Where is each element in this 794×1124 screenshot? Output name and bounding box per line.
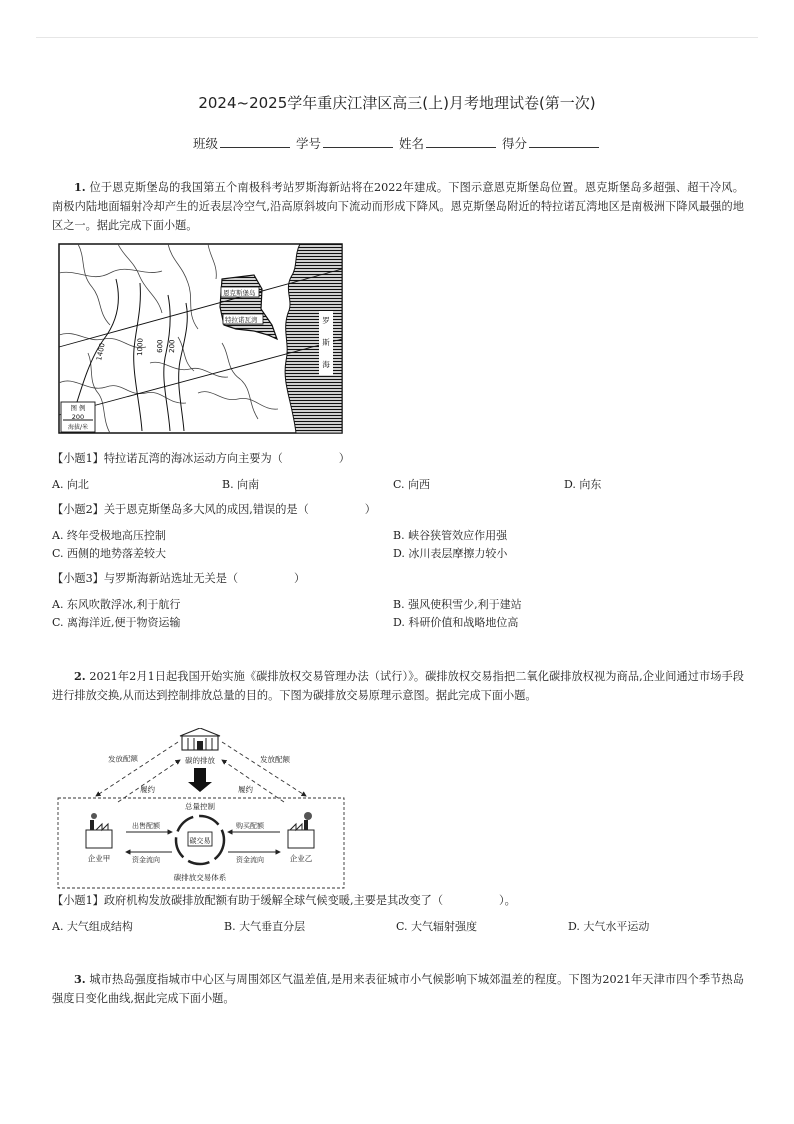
left-issue-quota-label: 发放配额: [107, 753, 139, 764]
q1-sub3-option-c[interactable]: C. 离海洋近,便于物资运输: [52, 616, 181, 629]
q2-sub1-stem: 【小题1】政府机构发放碳排放配额有助于缓解全球气候变暖,主要是其改变了（ ）。: [52, 894, 516, 907]
contour-label-200: 200: [168, 339, 177, 354]
right-perform-label: 履约: [238, 785, 253, 794]
right-issue-quota-label: 发放配额: [260, 755, 290, 764]
q1-map: [58, 243, 344, 435]
system-label: 碳排放交易体系: [173, 873, 227, 882]
q2-sub1-option-c[interactable]: C. 大气辐射强度: [396, 920, 478, 933]
company-a-label: 企业甲: [87, 854, 111, 863]
q1-sub2-option-b[interactable]: B. 峡谷狭管效应作用强: [393, 529, 508, 542]
left-perform-label: 履约: [140, 785, 155, 794]
total-control-label: 总量控制: [185, 802, 215, 811]
q1-sub2-option-d[interactable]: D. 冰川表层摩擦力较小: [393, 547, 508, 560]
q1-sub2-option-a[interactable]: A. 终年受极地高压控制: [52, 529, 166, 542]
ross-sea: [285, 244, 342, 433]
q1-sub1-option-a[interactable]: A. 向北: [52, 478, 89, 491]
exam-title: 2024~2025学年重庆江津区高三(上)月考地理试卷(第一次): [198, 94, 596, 112]
q1-stem: [52, 178, 744, 235]
field-score: 得分: [501, 136, 527, 151]
legend-unit: 海拔/米: [67, 424, 89, 431]
q2-sub1-option-d[interactable]: D. 大气水平运动: [568, 920, 650, 933]
q1-sub2-stem: 【小题2】关于恩克斯堡岛多大风的成因,错误的是（ ）: [52, 503, 376, 516]
q2-stem-text: 2021年2月1日起我国开始实施《碳排放权交易管理办法（试行）》。碳排放权交易指把二氧化碳排放权视为商品,企业间通过市场手段进行排放交换,从而达到控制排放总量的目的。下图为碳排放交易原理示意图。据此完成下面小题。: [52, 670, 744, 702]
q1-sub3-option-b[interactable]: B. 强风使积雪少,利于建站: [393, 598, 522, 611]
big-down-arrow: [188, 768, 212, 792]
fund-flow-right-label: 资金流向: [236, 856, 264, 864]
center-label: 碳交易: [189, 837, 211, 845]
q2-carbon-trade-diagram: [56, 728, 346, 890]
map-legend: [61, 402, 95, 432]
diagram-top-label: 碳的排放: [185, 756, 215, 765]
contour-label-600: 600: [156, 339, 165, 354]
q2-sub1-option-b[interactable]: B. 大气垂直分层: [224, 920, 306, 933]
factory-a-icon: [86, 813, 112, 848]
label-sea-1: 罗: [322, 316, 330, 325]
q2-number: 2.: [74, 669, 86, 683]
field-number-blank: [323, 135, 393, 148]
q1-number: 1.: [74, 180, 86, 194]
q3-number: 3.: [74, 972, 86, 986]
label-terra-nova-bay: 特拉诺瓦湾: [225, 316, 258, 324]
label-enkesburg-island: 恩克斯堡岛: [223, 289, 256, 297]
student-info-line: [0, 134, 794, 152]
q2-sub1-option-a[interactable]: A. 大气组成结构: [52, 920, 133, 933]
q1-sub1-stem: 【小题1】特拉诺瓦湾的海冰运动方向主要为（ ）: [52, 452, 350, 465]
label-sea-3: 海: [322, 360, 330, 369]
q1-sub1-option-b[interactable]: B. 向南: [222, 478, 260, 491]
contour-label-1000: 1000: [136, 337, 145, 357]
field-class-blank: [220, 135, 290, 148]
q3-stem: [52, 970, 744, 1008]
label-sea-2: 斯: [322, 338, 330, 347]
sell-quota-label: 出售配额: [132, 822, 160, 830]
field-score-blank: [529, 135, 599, 148]
field-name: 姓名: [398, 136, 424, 151]
q1-sub2-option-c[interactable]: C. 西侧的地势落差较大: [52, 547, 167, 560]
field-class: 班级: [192, 136, 218, 151]
q3-stem-text: 城市热岛强度指城市中心区与周围郊区气温差值,是用来表征城市小气候影响下城郊温差的程度。下图为2021年天津市四个季节热岛强度日变化曲线,据此完成下面小题。: [52, 973, 744, 1005]
factory-b-icon: [288, 812, 314, 848]
page-top-rule: [36, 37, 758, 38]
q1-sub1-option-c[interactable]: C. 向西: [393, 478, 431, 491]
field-name-blank: [426, 135, 496, 148]
company-b-label: 企业乙: [289, 854, 313, 863]
q1-sub3-option-d[interactable]: D. 科研价值和战略地位高: [393, 616, 519, 629]
contour-label-1400: 1400: [95, 342, 107, 362]
buy-quota-label: 购买配额: [236, 822, 264, 830]
field-number: 学号: [295, 136, 321, 151]
q1-sub3-stem: 【小题3】与罗斯海新站选址无关是（ ）: [52, 572, 306, 585]
legend-value: 200: [71, 413, 85, 421]
q1-sub3-option-a[interactable]: A. 东风吹散浮冰,利于航行: [52, 598, 181, 611]
fund-flow-left-label: 资金流向: [132, 856, 160, 864]
q1-sub1-option-d[interactable]: D. 向东: [564, 478, 602, 491]
q2-stem: [52, 667, 744, 705]
government-building-icon: [180, 728, 220, 750]
legend-title: 图 例: [70, 404, 86, 412]
q1-stem-text: 位于恩克斯堡岛的我国第五个南极科考站罗斯海新站将在2022年建成。下图示意恩克斯堡岛位置。恩克斯堡岛多超强、超干冷风。南极内陆地面辐射冷却产生的近表层冷空气,沿高原斜坡向下流动而形成下降风。恩克斯堡岛附近的特拉诺瓦湾地区是南极洲下降风最强的地区之一。据此完成下面小题。: [52, 181, 744, 232]
